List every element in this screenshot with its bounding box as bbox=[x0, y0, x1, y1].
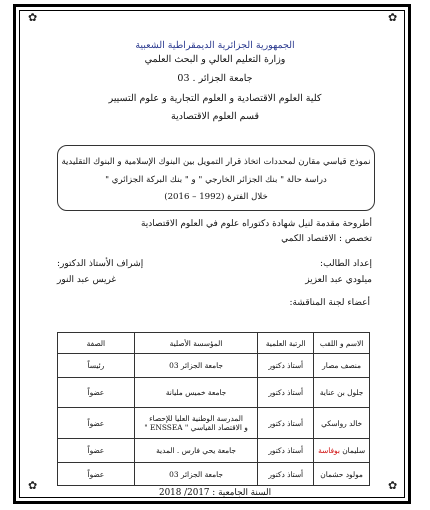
member-surname-highlighted: بوفاسة bbox=[318, 446, 340, 455]
table-row bbox=[58, 463, 370, 486]
header-cell-name: الاسم و اللقب bbox=[314, 333, 370, 354]
thesis-period: خلال الفترة (1992 – 2016) bbox=[164, 192, 268, 202]
member-rank: أستاذ دكتور bbox=[258, 378, 314, 408]
member-first-name: سليمان bbox=[342, 446, 366, 455]
member-name bbox=[314, 439, 370, 463]
member-role: عضواً bbox=[58, 439, 135, 463]
member-role: عضواً bbox=[58, 378, 135, 408]
header-university: جامعة الجزائر . 03 bbox=[177, 73, 253, 84]
member-role: عضواً bbox=[58, 463, 135, 486]
student-label: إعداد الطالب: bbox=[320, 259, 372, 269]
corner-ornament-icon: ✿ bbox=[388, 11, 398, 24]
corner-ornament-icon: ✿ bbox=[28, 479, 38, 492]
member-institution: جامعة الجزائر 03 bbox=[134, 463, 258, 486]
header-cell-role: الصفة bbox=[58, 333, 135, 354]
member-rank: أستاذ دكتور bbox=[258, 354, 314, 378]
member-institution: جامعة الجزائر 03 bbox=[134, 354, 258, 378]
member-institution: جامعة خميس مليانة bbox=[134, 378, 258, 408]
student-name: ميلودي عبد العزيز bbox=[305, 275, 372, 285]
header-faculty: كلية العلوم الاقتصادية و العلوم التجارية و علوم التسيير bbox=[108, 93, 322, 104]
thesis-title-line2: دراسة حالة " بنك الجزائر الخارجي " و " بنك البركة الجزائري " bbox=[105, 175, 327, 185]
header-ministry: وزارة التعليم العالي و البحث العلمي bbox=[144, 54, 286, 65]
degree-statement: أطروحة مقدمة لنيل شهادة دكتوراه علوم في العلوم الاقتصادية bbox=[140, 219, 372, 229]
corner-ornament-icon: ✿ bbox=[28, 11, 38, 24]
table-header-row bbox=[58, 333, 370, 354]
member-name: مولود حشمان bbox=[314, 463, 370, 486]
member-institution bbox=[134, 408, 258, 439]
member-name: خالد رواسكي bbox=[314, 408, 370, 439]
supervisor-label: إشراف الأستاذ الدكتور: bbox=[57, 259, 144, 269]
supervisor-name: غريس عبد النور bbox=[57, 275, 117, 285]
header-cell-institution: المؤسسة الأصلية bbox=[134, 333, 258, 354]
table-row bbox=[58, 408, 370, 439]
table-row bbox=[58, 354, 370, 378]
academic-year: السنة الجامعية : 2017/ 2018 bbox=[158, 488, 272, 498]
member-institution: جامعة يحي فارس . المدية bbox=[134, 439, 258, 463]
member-institution-line1: المدرسة الوطنية العليا للإحصاء bbox=[149, 414, 243, 423]
table-row bbox=[58, 378, 370, 408]
corner-ornament-icon: ✿ bbox=[388, 479, 398, 492]
member-role: رئيساً bbox=[58, 354, 135, 378]
member-rank: أستاذ دكتور bbox=[258, 463, 314, 486]
thesis-title-line1: نموذج قياسي مقارن لمحددات اتخاذ قرار التمويل بين البنوك الإسلامية و البنوك التقليدية bbox=[61, 157, 371, 167]
member-institution-line2: و الاقتصاد القياسي " ENSSEA " bbox=[144, 423, 248, 432]
committee-label: أعضاء لجنة المناقشة: bbox=[289, 298, 370, 308]
table-row bbox=[58, 439, 370, 463]
member-name: منصف مصار bbox=[314, 354, 370, 378]
header-cell-rank: الرتبة العلمية bbox=[258, 333, 314, 354]
header-republic: الجمهورية الجزائرية الديمقراطية الشعبية bbox=[135, 40, 295, 51]
degree-specialty: تخصص : الاقتصاد الكمي bbox=[281, 234, 372, 244]
member-name: جلول بن عناية bbox=[314, 378, 370, 408]
member-rank: أستاذ دكتور bbox=[258, 408, 314, 439]
header-department: قسم العلوم الاقتصادية bbox=[171, 111, 259, 122]
member-role: عضواً bbox=[58, 408, 135, 439]
committee-table bbox=[57, 332, 370, 486]
member-rank: أستاذ دكتور bbox=[258, 439, 314, 463]
